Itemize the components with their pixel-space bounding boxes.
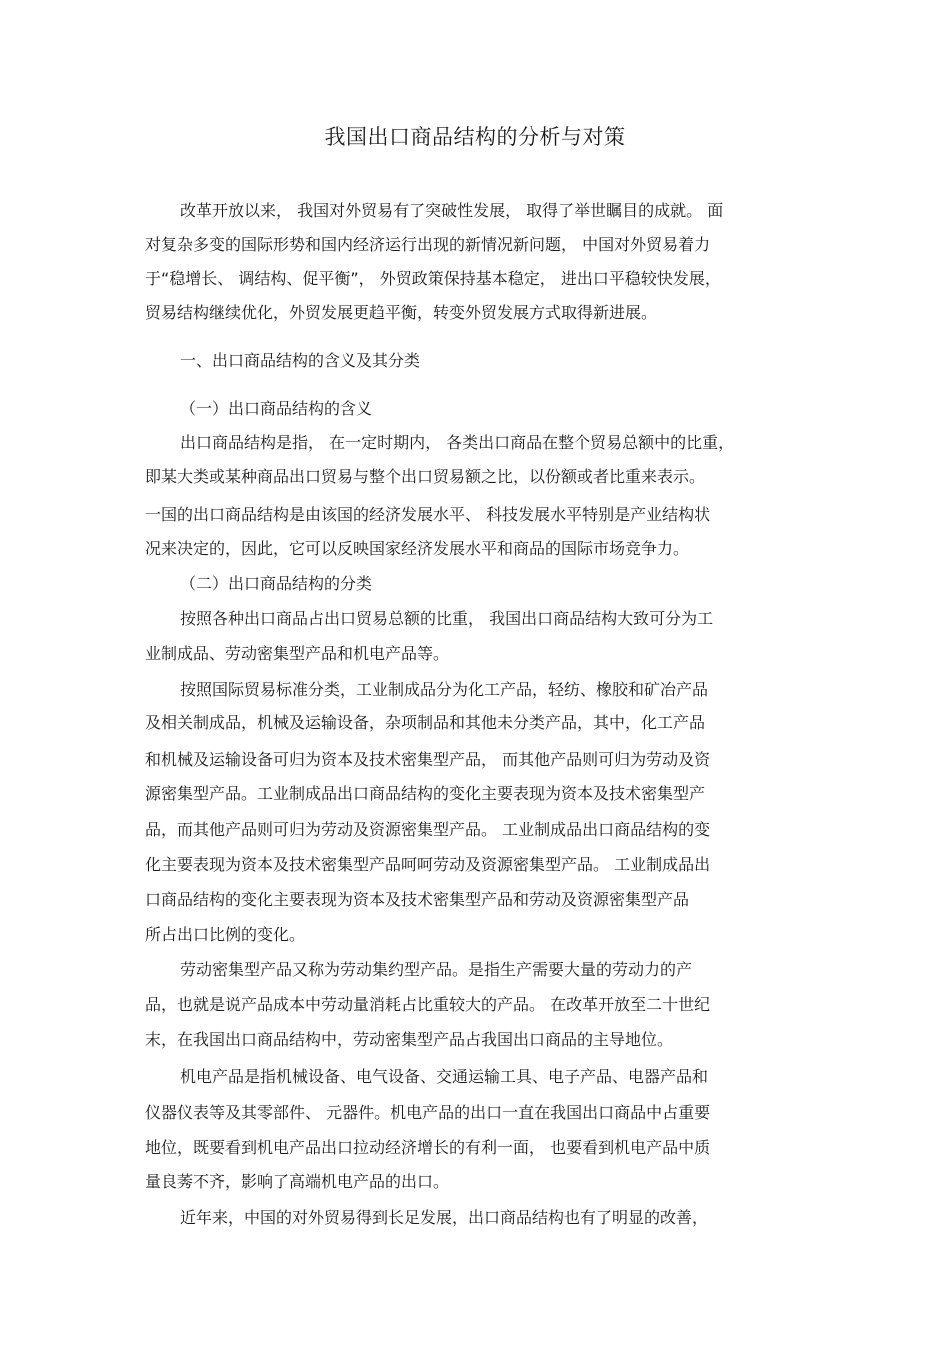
text-line: 化主要表现为资本及技术密集型产品呵呵劳动及资源密集型产品。 工业制成品出 — [145, 855, 711, 874]
text-line: 对复杂多变的国际形势和国内经济运行出现的新情况新问题， 中国对外贸易着力 — [145, 235, 711, 254]
text-line: 于“稳增长、 调结构、促平衡”， 外贸政策保持基本稳定， 进出口平稳较快发展， — [145, 269, 721, 288]
text-line: 贸易结构继续优化，外贸发展更趋平衡，转变外贸发展方式取得新进展。 — [145, 303, 658, 322]
text-line: 业制成品、劳动密集型产品和机电产品等。 — [145, 644, 450, 663]
text-line: 品，而其他产品则可归为劳动及资源密集型产品。 工业制成品出口商品结构的变 — [145, 820, 711, 839]
text-line: 即某大类或某种商品出口贸易与整个出口贸易额之比，以份额或者比重来表示。 — [145, 467, 706, 486]
text-line: 劳动密集型产品又称为劳动集约型产品。是指生产需要大量的劳动力的产 — [180, 960, 693, 979]
text-line: （二）出口商品结构的分类 — [180, 574, 373, 593]
document-title: 我国出口商品结构的分析与对策 — [324, 125, 626, 149]
text-line: 仪器仪表等及其零部件、 元器件。机电产品的出口一直在我国出口商品中占重要 — [145, 1103, 711, 1122]
text-line: 按照国际贸易标准分类，工业制成品分为化工产品，轻纺、橡胶和矿冶产品 — [180, 680, 709, 699]
text-line: 所占出口比例的变化。 — [145, 925, 306, 944]
text-line: 和机械及运输设备可归为资本及技术密集型产品， 而其他产品则可归为劳动及资 — [145, 750, 711, 769]
text-line: 品，也就是说产品成本中劳动量消耗占比重较大的产品。 在改革开放至二十世纪 — [145, 995, 711, 1014]
text-line: 按照各种出口商品占出口贸易总额的比重， 我国出口商品结构大致可分为工 — [180, 609, 714, 628]
text-line: （一）出口商品结构的含义 — [180, 399, 373, 418]
text-line: 一、出口商品结构的含义及其分类 — [180, 351, 421, 370]
text-line: 况来决定的，因此，它可以反映国家经济发展水平和商品的国际市场竞争力。 — [145, 539, 690, 558]
text-line: 及相关制成品，机械及运输设备，杂项制品和其他未分类产品，其中，化工产品 — [145, 713, 706, 732]
text-line: 出口商品结构是指， 在一定时期内， 各类出口商品在整个贸易总额中的比重， — [180, 433, 735, 452]
text-line: 改革开放以来， 我国对外贸易有了突破性发展， 取得了举世瞩目的成就。 面 — [180, 201, 724, 220]
text-line: 口商品结构的变化主要表现为资本及技术密集型产品和劳动及资源密集型产品 — [145, 890, 690, 909]
text-line: 源密集型产品。工业制成品出口商品结构的变化主要表现为资本及技术密集型产 — [145, 784, 706, 803]
text-line: 机电产品是指机械设备、电气设备、交通运输工具、电子产品、电器产品和 — [180, 1067, 709, 1086]
text-line: 一国的出口商品结构是由该国的经济发展水平、 科技发展水平特别是产业结构状 — [145, 505, 711, 524]
text-line: 末，在我国出口商品结构中，劳动密集型产品占我国出口商品的主导地位。 — [145, 1030, 674, 1049]
text-line: 地位，既要看到机电产品出口拉动经济增长的有利一面， 也要看到机电产品中质 — [145, 1138, 711, 1157]
text-line: 量良莠不齐，影响了高端机电产品的出口。 — [145, 1172, 450, 1191]
text-line: 近年来，中国的对外贸易得到长足发展，出口商品结构也有了明显的改善， — [180, 1208, 709, 1227]
